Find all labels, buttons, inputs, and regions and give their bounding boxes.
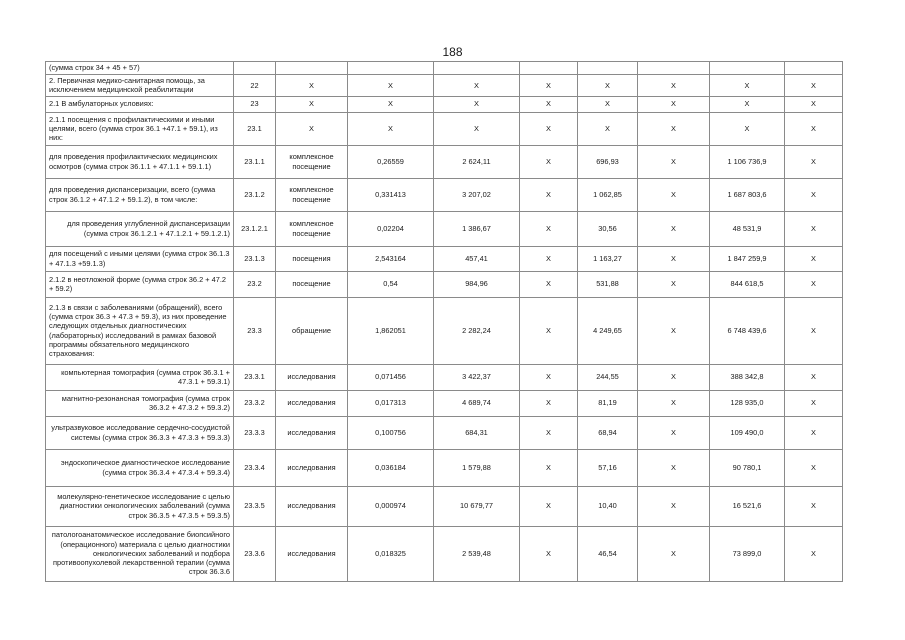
table-cell xyxy=(785,62,843,75)
table-row xyxy=(46,486,843,526)
table-cell: Х xyxy=(785,364,843,390)
table-cell: 0,02204 xyxy=(348,211,434,246)
table-cell: 457,41 xyxy=(434,246,520,271)
table-cell: Х xyxy=(276,96,348,112)
table-cell: Х xyxy=(348,112,434,145)
table-cell: 30,56 xyxy=(578,211,638,246)
table-cell: 1 579,88 xyxy=(434,449,520,486)
table-cell: 81,19 xyxy=(578,390,638,416)
row-code-cell: 23.1.2.1 xyxy=(234,211,276,246)
table-row xyxy=(46,62,843,75)
table-cell: Х xyxy=(434,112,520,145)
table-cell: 68,94 xyxy=(578,416,638,449)
table-cell: 3 207,02 xyxy=(434,178,520,211)
table-cell: Х xyxy=(785,390,843,416)
row-name-cell: эндоскопическое диагностическое исследование (сумма строк 36.3.4 + 47.3.4 + 59.3.4) xyxy=(46,449,234,486)
row-code-cell: 23.3.2 xyxy=(234,390,276,416)
table-cell: 109 490,0 xyxy=(710,416,785,449)
row-name-cell: 2.1 В амбулаторных условиях: xyxy=(46,96,234,112)
table-cell: посещение xyxy=(276,271,348,297)
table-row xyxy=(46,526,843,581)
row-name-cell: 2.1.1 посещения с профилактическими и иными целями, всего (сумма строк 36.1 +47.1 + 59.1), из них: xyxy=(46,112,234,145)
table-cell: 46,54 xyxy=(578,526,638,581)
table-cell: Х xyxy=(578,75,638,97)
table-cell: 0,071456 xyxy=(348,364,434,390)
table-cell: Х xyxy=(638,96,710,112)
table-cell: 73 899,0 xyxy=(710,526,785,581)
table-cell: Х xyxy=(520,178,578,211)
table-cell: 0,018325 xyxy=(348,526,434,581)
table-cell: 696,93 xyxy=(578,145,638,178)
table-cell: 0,017313 xyxy=(348,390,434,416)
row-name-cell: компьютерная томография (сумма строк 36.3.1 + 47.3.1 + 59.3.1) xyxy=(46,364,234,390)
table-cell: посещения xyxy=(276,246,348,271)
row-name-cell: ультразвуковое исследование сердечно-сосудистой системы (сумма строк 36.3.3 + 47.3.3 + 59.3.3) xyxy=(46,416,234,449)
table-cell: Х xyxy=(638,178,710,211)
table-cell: Х xyxy=(785,486,843,526)
row-code-cell: 23.1.3 xyxy=(234,246,276,271)
table-cell: Х xyxy=(520,211,578,246)
table-cell: 10,40 xyxy=(578,486,638,526)
table-cell: комплексное посещение xyxy=(276,211,348,246)
table-cell: 684,31 xyxy=(434,416,520,449)
table-cell: Х xyxy=(785,96,843,112)
table-cell: 16 521,6 xyxy=(710,486,785,526)
table-cell: Х xyxy=(348,75,434,97)
table-row xyxy=(46,211,843,246)
table-cell xyxy=(434,62,520,75)
row-code-cell: 23.3 xyxy=(234,297,276,364)
table-cell: Х xyxy=(710,112,785,145)
table-cell: 1,862051 xyxy=(348,297,434,364)
table-cell: Х xyxy=(638,416,710,449)
table-cell: Х xyxy=(520,486,578,526)
table-cell: 48 531,9 xyxy=(710,211,785,246)
row-code-cell: 22 xyxy=(234,75,276,97)
table-cell: Х xyxy=(638,390,710,416)
table-cell: 0,036184 xyxy=(348,449,434,486)
row-name-cell: (сумма строк 34 + 45 + 57) xyxy=(46,62,234,75)
table-cell: комплексное посещение xyxy=(276,145,348,178)
table-cell: Х xyxy=(638,297,710,364)
row-code-cell: 23.2 xyxy=(234,271,276,297)
row-code-cell: 23.3.4 xyxy=(234,449,276,486)
table-cell: Х xyxy=(520,246,578,271)
table-cell: 57,16 xyxy=(578,449,638,486)
table-cell: 1 163,27 xyxy=(578,246,638,271)
row-name-cell: для проведения диспансеризации, всего (сумма строк 36.1.2 + 47.1.2 + 59.1.2), в том числе: xyxy=(46,178,234,211)
row-name-cell: 2.1.3 в связи с заболеваниями (обращений), всего (сумма строк 36.3 + 47.3 + 59.3), из них проведение следующих отдельных диагностических (лабораторных) исследований в рамках базовой программы обязательного медицинского страхования: xyxy=(46,297,234,364)
table-cell: 0,26559 xyxy=(348,145,434,178)
table-cell: исследования xyxy=(276,416,348,449)
table-cell: Х xyxy=(276,112,348,145)
row-name-cell: 2. Первичная медико-санитарная помощь, за исключением медицинской реабилитации xyxy=(46,75,234,97)
table-cell: исследования xyxy=(276,364,348,390)
table-cell: 1 687 803,6 xyxy=(710,178,785,211)
table-cell: Х xyxy=(638,145,710,178)
table-cell: Х xyxy=(785,112,843,145)
table-cell: обращение xyxy=(276,297,348,364)
table-row xyxy=(46,364,843,390)
row-name-cell: 2.1.2 в неотложной форме (сумма строк 36.2 + 47.2 + 59.2) xyxy=(46,271,234,297)
table-cell: 2 624,11 xyxy=(434,145,520,178)
table-cell: 4 249,65 xyxy=(578,297,638,364)
table-cell: Х xyxy=(785,145,843,178)
table-cell: исследования xyxy=(276,486,348,526)
table-cell: 0,331413 xyxy=(348,178,434,211)
table-cell: Х xyxy=(785,271,843,297)
table-cell: Х xyxy=(638,486,710,526)
table-cell: 2,543164 xyxy=(348,246,434,271)
table-cell: Х xyxy=(520,297,578,364)
table-row xyxy=(46,271,843,297)
table-cell: комплексное посещение xyxy=(276,178,348,211)
page-number: 188 xyxy=(442,45,463,59)
row-code-cell: 23.1 xyxy=(234,112,276,145)
table-row xyxy=(46,145,843,178)
table-cell: Х xyxy=(578,96,638,112)
row-code-cell: 23.3.3 xyxy=(234,416,276,449)
table-cell: Х xyxy=(785,75,843,97)
table-cell: 984,96 xyxy=(434,271,520,297)
table-cell: 3 422,37 xyxy=(434,364,520,390)
table-cell: 1 106 736,9 xyxy=(710,145,785,178)
table-cell: Х xyxy=(276,75,348,97)
table-cell: Х xyxy=(785,178,843,211)
table-row xyxy=(46,449,843,486)
table-cell: Х xyxy=(785,246,843,271)
table-cell: Х xyxy=(785,297,843,364)
table-row xyxy=(46,112,843,145)
table-cell: Х xyxy=(638,526,710,581)
table-cell: 388 342,8 xyxy=(710,364,785,390)
table-cell xyxy=(638,62,710,75)
table-cell: Х xyxy=(520,145,578,178)
row-name-cell: патологоанатомическое исследование биопсийного (операционного) материала с целью диагностики онкологических заболеваний и подбора противоопухолевой лекарственной терапии (сумма строк 36.3.6 xyxy=(46,526,234,581)
table-cell: исследования xyxy=(276,526,348,581)
table-cell: Х xyxy=(785,526,843,581)
table-cell: Х xyxy=(520,526,578,581)
table-row xyxy=(46,416,843,449)
table-cell xyxy=(276,62,348,75)
table-cell: 0,54 xyxy=(348,271,434,297)
row-code-cell xyxy=(234,62,276,75)
financing-table xyxy=(45,61,843,582)
row-name-cell: для посещений с иными целями (сумма строк 36.1.3 + 47.1.3 +59.1.3) xyxy=(46,246,234,271)
table-cell: Х xyxy=(785,211,843,246)
table-cell: 10 679,77 xyxy=(434,486,520,526)
table-cell: 1 386,67 xyxy=(434,211,520,246)
table-cell: Х xyxy=(710,96,785,112)
table-cell: Х xyxy=(520,364,578,390)
table-cell: 0,100756 xyxy=(348,416,434,449)
table-cell: Х xyxy=(638,449,710,486)
table-cell xyxy=(348,62,434,75)
row-code-cell: 23.3.6 xyxy=(234,526,276,581)
table-cell: Х xyxy=(710,75,785,97)
table-cell: исследования xyxy=(276,390,348,416)
row-code-cell: 23 xyxy=(234,96,276,112)
table-cell xyxy=(578,62,638,75)
table-cell: Х xyxy=(638,211,710,246)
row-name-cell: магнитно-резонансная томография (сумма строк 36.3.2 + 47.3.2 + 59.3.2) xyxy=(46,390,234,416)
row-name-cell: молекулярно-генетическое исследование с целью диагностики онкологических заболеваний (сумма строк 36.3.5 + 47.3.5 + 59.3.5) xyxy=(46,486,234,526)
row-code-cell: 23.3.1 xyxy=(234,364,276,390)
table-cell: Х xyxy=(348,96,434,112)
row-code-cell: 23.1.1 xyxy=(234,145,276,178)
table-cell: 2 539,48 xyxy=(434,526,520,581)
table-cell: Х xyxy=(578,112,638,145)
table-cell: Х xyxy=(520,416,578,449)
table-row xyxy=(46,297,843,364)
table-cell xyxy=(520,62,578,75)
table-cell: Х xyxy=(520,449,578,486)
table-cell: 1 847 259,9 xyxy=(710,246,785,271)
table-cell: 2 282,24 xyxy=(434,297,520,364)
table-row xyxy=(46,390,843,416)
table-cell: Х xyxy=(638,112,710,145)
table-cell: Х xyxy=(785,449,843,486)
row-name-cell: для проведения углубленной диспансеризации (сумма строк 36.1.2.1 + 47.1.2.1 + 59.1.2.1) xyxy=(46,211,234,246)
table-cell: Х xyxy=(434,96,520,112)
table-cell: 4 689,74 xyxy=(434,390,520,416)
table-cell: 6 748 439,6 xyxy=(710,297,785,364)
table-cell: Х xyxy=(520,96,578,112)
row-name-cell: для проведения профилактических медицинских осмотров (сумма строк 36.1.1 + 47.1.1 + 59.1.1) xyxy=(46,145,234,178)
table-cell: Х xyxy=(638,271,710,297)
table-cell: Х xyxy=(638,75,710,97)
table-row xyxy=(46,75,843,97)
table-cell: 244,55 xyxy=(578,364,638,390)
table-cell: Х xyxy=(638,364,710,390)
table-cell: Х xyxy=(520,75,578,97)
table-cell: Х xyxy=(520,271,578,297)
table-cell: Х xyxy=(520,390,578,416)
row-code-cell: 23.3.5 xyxy=(234,486,276,526)
table-cell: 90 780,1 xyxy=(710,449,785,486)
table-row xyxy=(46,246,843,271)
table-cell: 128 935,0 xyxy=(710,390,785,416)
table-cell: исследования xyxy=(276,449,348,486)
table-cell xyxy=(710,62,785,75)
table-cell: Х xyxy=(434,75,520,97)
row-code-cell: 23.1.2 xyxy=(234,178,276,211)
table-cell: Х xyxy=(520,112,578,145)
table-cell: Х xyxy=(785,416,843,449)
table-cell: Х xyxy=(638,246,710,271)
table-row xyxy=(46,96,843,112)
table-cell: 0,000974 xyxy=(348,486,434,526)
table-cell: 844 618,5 xyxy=(710,271,785,297)
table-cell: 1 062,85 xyxy=(578,178,638,211)
table-cell: 531,88 xyxy=(578,271,638,297)
table-row xyxy=(46,178,843,211)
